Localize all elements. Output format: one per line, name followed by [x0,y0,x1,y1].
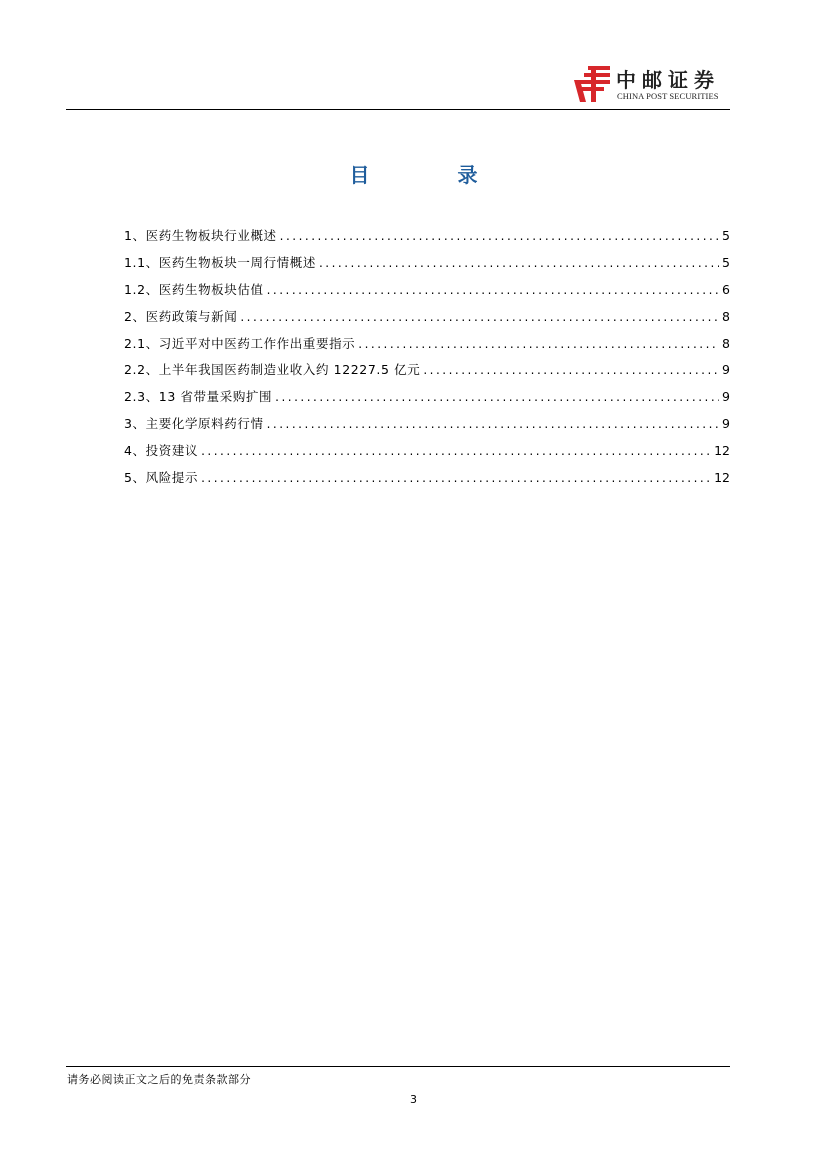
logo-english-name: CHINA POST SECURITIES [617,91,719,101]
toc-entry-label: 2.2、上半年我国医药制造业收入约 12227.5 亿元 [124,362,421,378]
toc-entry[interactable] [124,226,730,253]
toc-title [0,158,827,188]
toc-entry[interactable] [124,280,730,307]
toc-entry-page: 5 [722,228,730,243]
toc-entry[interactable] [124,253,730,280]
toc-entry-label: 1、医药生物板块行业概述 [124,228,277,243]
toc-entry-page: 9 [722,416,730,432]
toc-entry-label: 3、主要化学原料药行情 [124,416,264,432]
toc-entry[interactable] [124,334,730,361]
toc-dot-leader [240,307,719,327]
toc-entry[interactable] [124,360,730,387]
toc-entry-page: 8 [722,308,730,324]
toc-entry-page: 12 [714,443,730,459]
toc-entry-page: 9 [722,362,730,378]
toc-entry-page: 6 [722,281,730,297]
toc-entry[interactable] [124,468,730,495]
toc-dot-leader [280,226,719,246]
toc-dot-leader [275,387,719,407]
toc-title-text: 目录 [349,162,566,187]
toc-entry-label: 1.2、医药生物板块估值 [124,281,264,297]
toc-entry-label: 2.1、习近平对中医药工作作出重要指示 [124,335,356,351]
toc-entry-page: 9 [722,389,730,405]
toc-entry[interactable] [124,387,730,414]
company-logo [574,62,734,106]
toc-dot-leader [267,280,719,300]
toc-dot-leader [319,253,719,273]
header-divider [66,109,730,110]
toc-entry-page: 8 [722,335,730,351]
toc-dot-leader [201,441,711,461]
toc-dot-leader [423,360,719,380]
table-of-contents [124,226,730,495]
disclaimer-text: 请务必阅读正文之后的免责条款部分 [67,1073,251,1086]
toc-entry-label: 2.3、13 省带量采购扩围 [124,389,273,405]
toc-entry-label: 4、投资建议 [124,443,199,459]
toc-entry-page: 12 [714,470,730,486]
toc-entry[interactable] [124,307,730,334]
footer-divider [66,1066,730,1067]
toc-dot-leader [358,334,719,354]
china-post-logo-icon [574,66,614,102]
toc-entry[interactable] [124,441,730,468]
page-number: 3 [410,1093,417,1106]
toc-entry-label: 2、医药政策与新闻 [124,308,238,324]
toc-entry[interactable] [124,414,730,441]
toc-entry-label: 1.1、医药生物板块一周行情概述 [124,254,316,270]
toc-dot-leader [201,468,711,488]
toc-entry-label: 5、风险提示 [124,470,199,486]
toc-dot-leader [267,414,719,434]
toc-entry-page: 5 [722,254,730,270]
logo-chinese-name: 中邮证券 [616,68,720,92]
